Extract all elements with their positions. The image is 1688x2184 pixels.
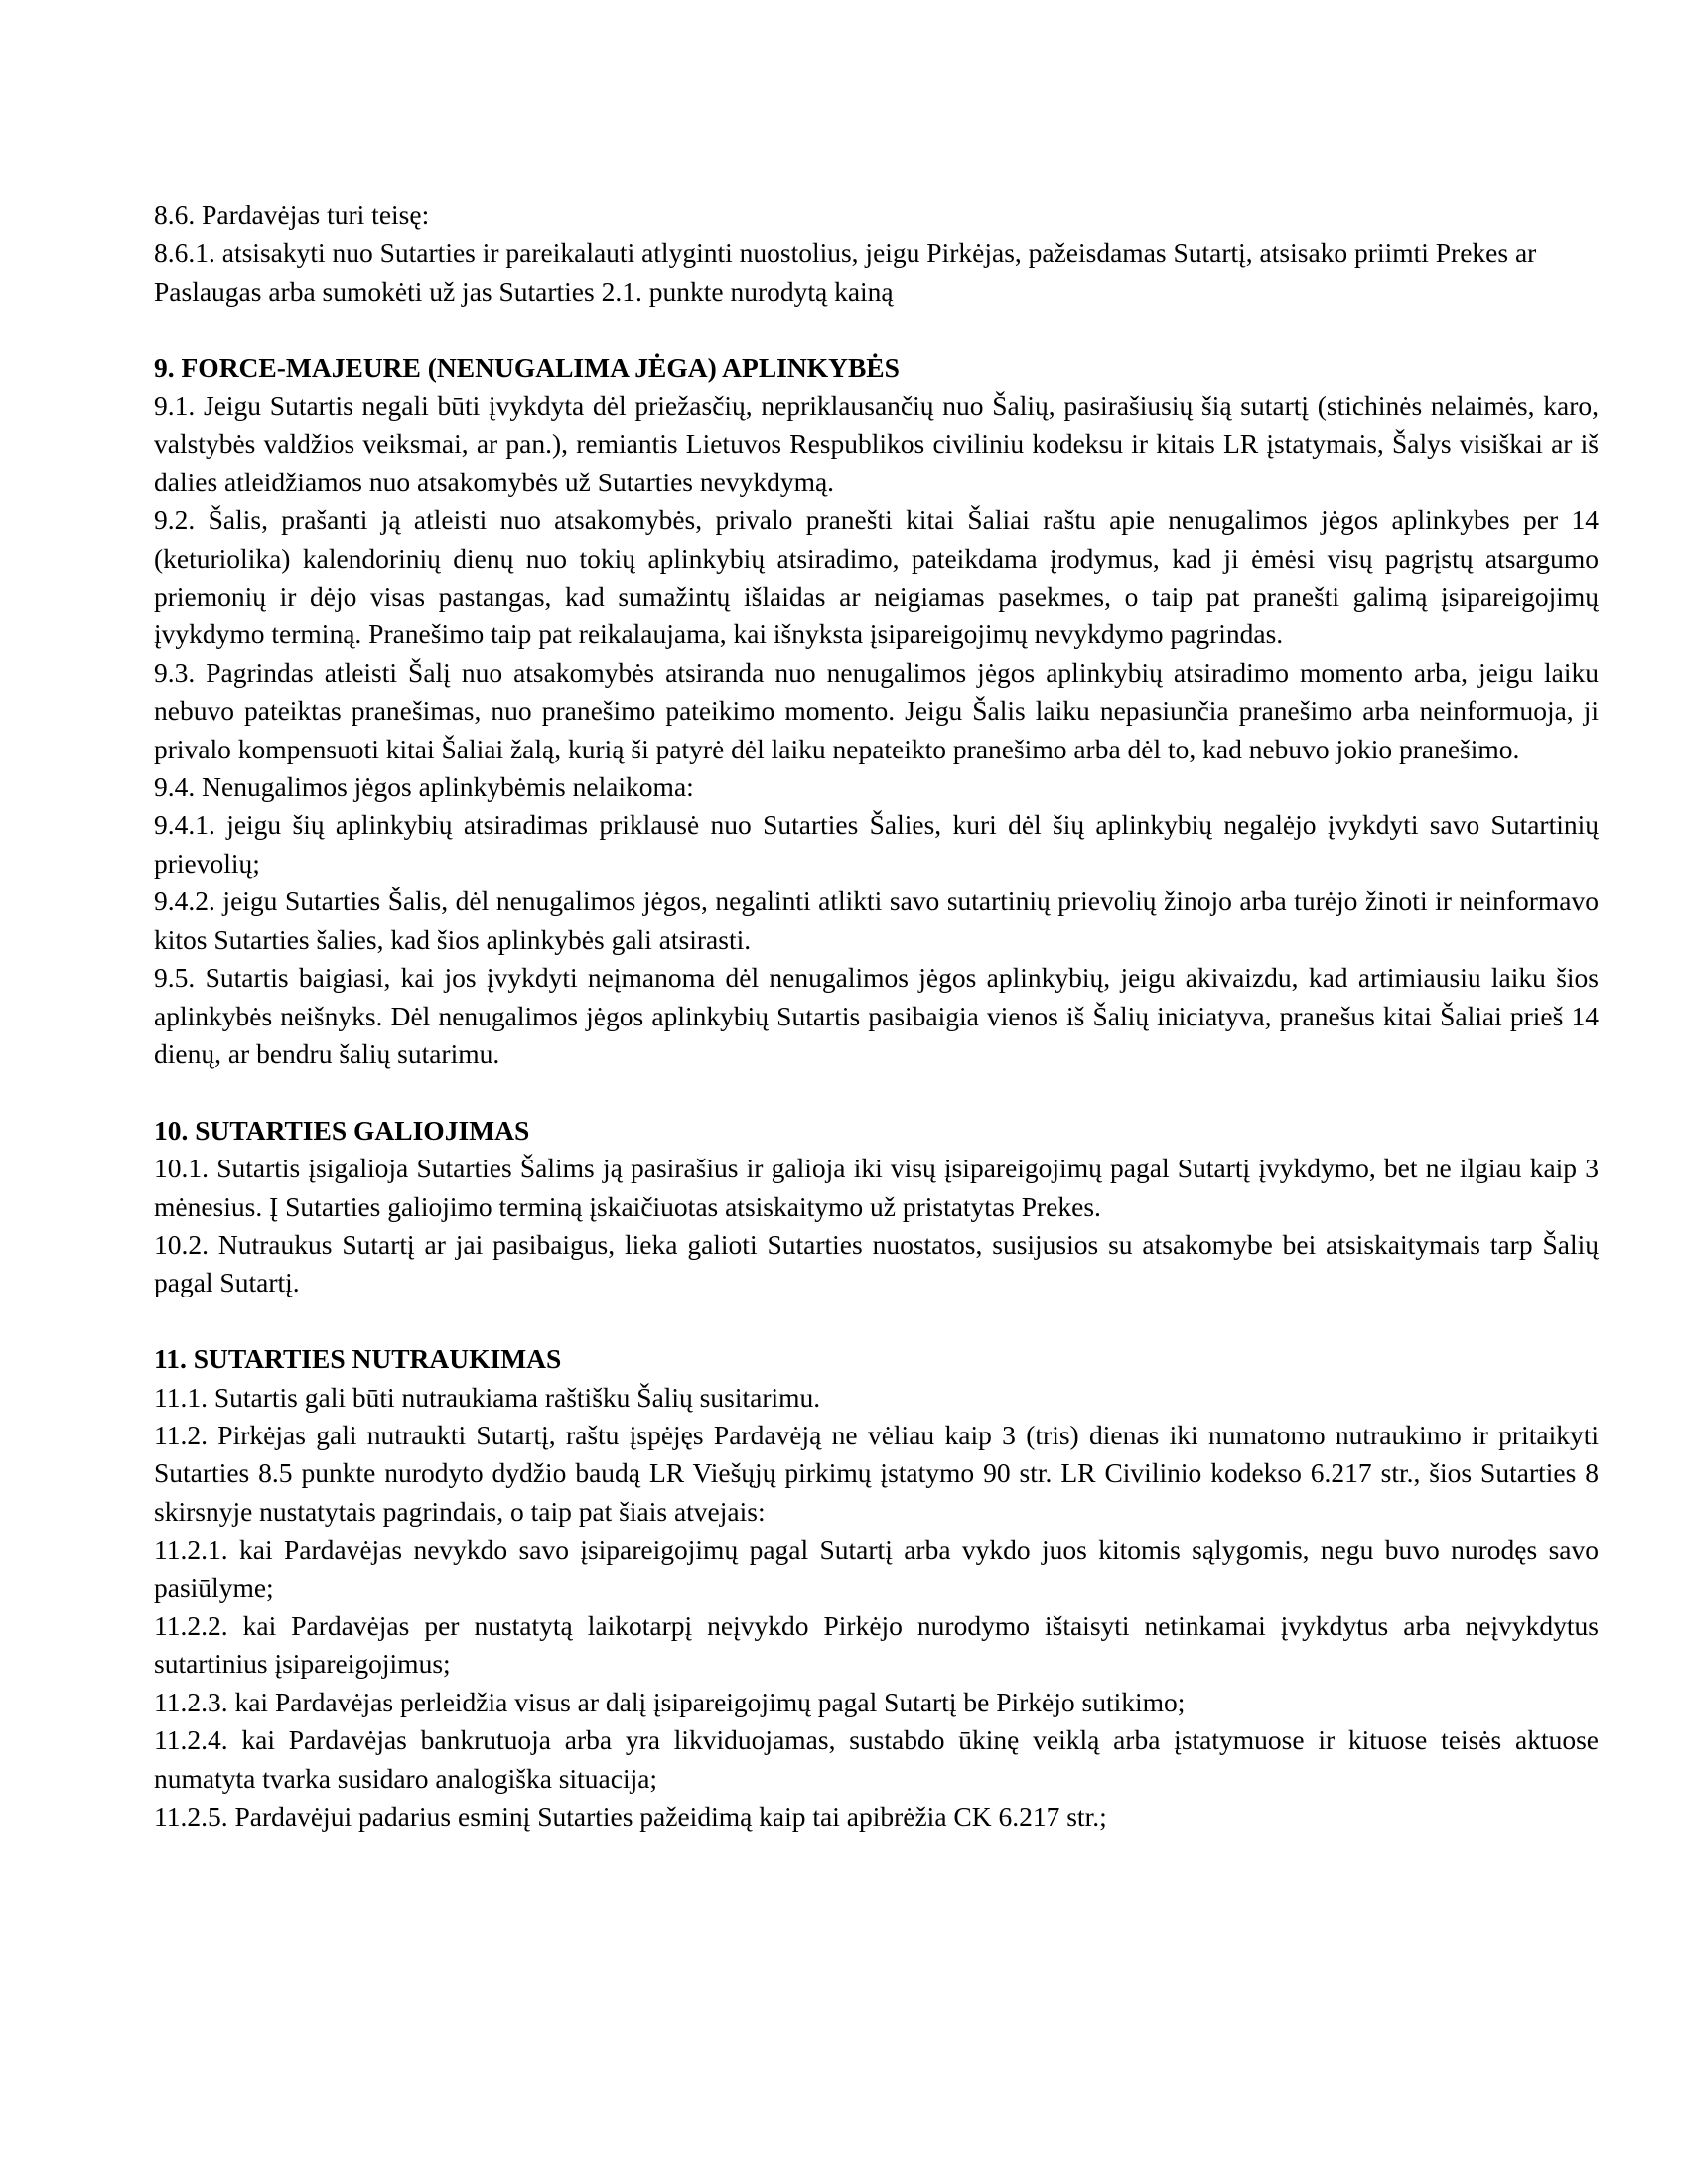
paragraph-8-6-1: 8.6.1. atsisakyti nuo Sutarties ir pareikalauti atlyginti nuostolius, jeigu Pirkėjas, pažeisdamas Sutartį, atsisako priimti Prekes ar Paslaugas arba sumokėti už jas Sutarties 2.1. punkte nurodytą kainą — [154, 237, 1537, 307]
paragraph-11-2-2: 11.2.2. kai Pardavėjas per nustatytą laikotarpį neįvykdo Pirkėjo nurodymo ištaisyti netinkamai įvykdytus arba neįvykdytus sutartinius įsipareigojimus; — [154, 1609, 1599, 1680]
paragraph-11-2-3: 11.2.3. kai Pardavėjas perleidžia visus ar dalį įsipareigojimų pagal Sutartį be Pirkėjo sutikimo; — [154, 1686, 1186, 1717]
paragraph-9-1: 9.1. Jeigu Sutartis negali būti įvykdyta dėl priežasčių, nepriklausančių nuo Šalių, pasirašiusių šią sutartį (stichinės nelaimės, karo, valstybės valdžios veiksmai, ar pan.), remiantis Lietuvos Respublikos civiliniu kodeksu ir kitais LR įstatymais, Šalys visiškai ar iš dalies atleidžiamos nuo atsakomybės už Sutarties nevykdymą. — [154, 390, 1599, 497]
paragraph-9-4-2: 9.4.2. jeigu Sutarties Šalis, dėl nenugalimos jėgos, negalinti atlikti savo sutartinių prievolių žinojo arba turėjo žinoti ir neinformavo kitos Sutarties šalies, kad šios aplinkybės gali atsirasti. — [154, 886, 1599, 955]
paragraph-11-2-4: 11.2.4. kai Pardavėjas bankrutuoja arba yra likviduojamas, sustabdo ūkinę veiklą arba įstatymuose ir kituose teisės aktuose numatyta tvarka susidaro analogiška situacija; — [154, 1724, 1599, 1794]
document-page — [154, 197, 1599, 1836]
section-11-heading: 11. SUTARTIES NUTRAUKIMAS — [154, 1343, 562, 1375]
section-11 — [154, 1340, 1599, 1836]
paragraph-10-1: 10.1. Sutartis įsigalioja Sutarties Šalims ją pasirašius ir galioja iki visų įsipareigojimų pagal Sutartį įvykdymo, bet ne ilgiau kaip 3 mėnesius. Į Sutarties galiojimo terminą įskaičiuotas atsiskaitymo už pristatytas Prekes. — [154, 1153, 1599, 1222]
section-9 — [154, 349, 1599, 1074]
paragraph-11-2-5: 11.2.5. Pardavėjui padarius esminį Sutarties pažeidimą kaip tai apibrėžia CK 6.217 str.; — [154, 1801, 1107, 1833]
section-8 — [154, 197, 1599, 311]
paragraph-9-4-1: 9.4.1. jeigu šių aplinkybių atsiradimas priklausė nuo Sutarties Šalies, kuri dėl šių aplinkybių negalėjo įvykdyti savo Sutartinių prievolių; — [154, 809, 1599, 879]
paragraph-8-6: 8.6. Pardavėjas turi teisę: — [154, 200, 430, 230]
paragraph-11-2: 11.2. Pirkėjas gali nutraukti Sutartį, raštu įspėjęs Pardavėją ne vėliau kaip 3 (tris) dienas iki numatomo nutraukimo ir pritaikyti Sutarties 8.5 punkte nurodyto dydžio baudą LR Viešųjų pirkimų įstatymo 90 str. LR Civilinio kodekso 6.217 str., šios Sutarties 8 skirsnyje nustatytais pagrindais, o taip pat šiais atvejais: — [154, 1419, 1599, 1527]
paragraph-9-3: 9.3. Pagrindas atleisti Šalį nuo atsakomybės atsiranda nuo nenugalimos jėgos aplinkybių atsiradimo momento arba, jeigu laiku nebuvo pateiktas pranešimas, nuo pranešimo pateikimo momento. Jeigu Šalis laiku nepasiunčia pranešimo arba neinformuoja, ji privalo kompensuoti kitai Šaliai žalą, kurią ši patyrė dėl laiku nepateikto pranešimo arba dėl to, kad nebuvo jokio pranešimo. — [154, 656, 1599, 764]
paragraph-11-2-1: 11.2.1. kai Pardavėjas nevykdo savo įsipareigojimų pagal Sutartį arba vykdo juos kitomis sąlygomis, negu buvo nurodęs savo pasiūlyme; — [154, 1534, 1599, 1603]
paragraph-9-4: 9.4. Nenugalimos jėgos aplinkybėmis nelaikoma: — [154, 771, 694, 803]
section-10 — [154, 1112, 1599, 1302]
paragraph-9-5: 9.5. Sutartis baigiasi, kai jos įvykdyti neįmanoma dėl nenugalimos jėgos aplinkybių, jeigu akivaizdu, kad artimiausiu laiku šios aplinkybės neišnyks. Dėl nenugalimos jėgos aplinkybių Sutartis pasibaigia vienos iš Šalių iniciatyva, pranešus kitai Šaliai prieš 14 dienų, ar bendru šalių sutarimu. — [154, 962, 1599, 1069]
paragraph-11-1: 11.1. Sutartis gali būti nutraukiama raštišku Šalių susitarimu. — [154, 1381, 821, 1413]
section-9-heading: 9. FORCE-MAJEURE (NENUGALIMA JĖGA) APLINKYBĖS — [154, 351, 900, 383]
section-10-heading: 10. SUTARTIES GALIOJIMAS — [154, 1114, 530, 1146]
paragraph-10-2: 10.2. Nutraukus Sutartį ar jai pasibaigus, lieka galioti Sutarties nuostatos, susijusios su atsakomybe bei atsiskaitymais tarp Šalių pagal Sutartį. — [154, 1228, 1599, 1298]
paragraph-9-2: 9.2. Šalis, prašanti ją atleisti nuo atsakomybės, privalo pranešti kitai Šaliai raštu apie nenugalimos jėgos aplinkybes per 14 (keturiolika) kalendorinių dienų nuo tokių aplinkybių atsiradimo, pateikdama įrodymus, kad ji ėmėsi visų pagrįstų atsargumo priemonių ir dėjo visas pastangas, kad sumažintų išlaidas ar neigiamas pasekmes, o taip pat pranešti galimą įsipareigojimų įvykdymo terminą. Pranešimo taip pat reikalaujama, kai išnyksta įsipareigojimų nevykdymo pagrindas. — [154, 504, 1599, 650]
